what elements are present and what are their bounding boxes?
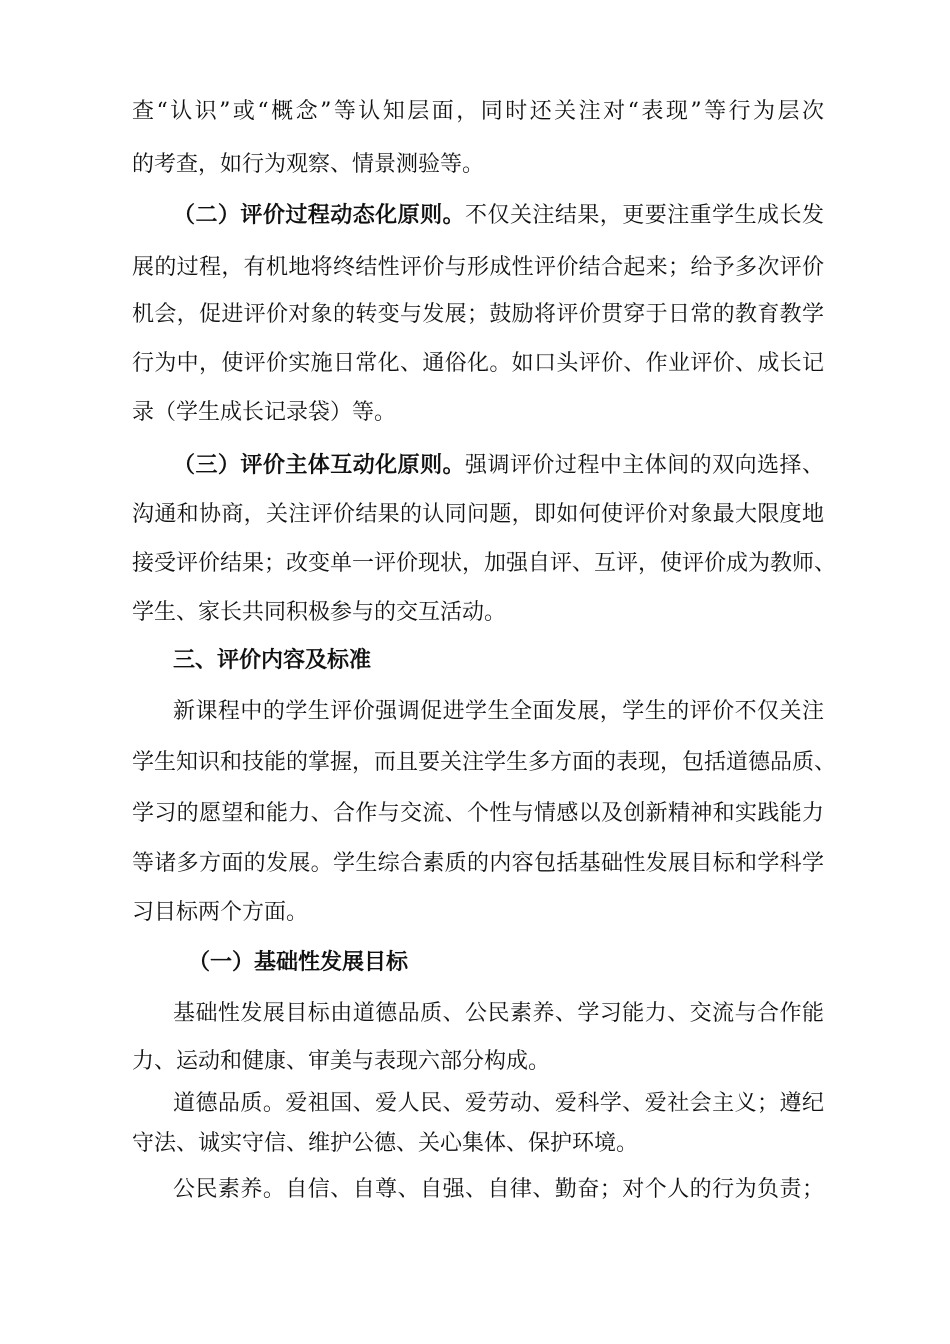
section-heading: 三、评价内容及标准	[173, 648, 372, 673]
section-heading-inline: （二）评价过程动态化原则。	[173, 203, 466, 228]
text-line: 学生、家长共同积极参与的交互活动。	[132, 600, 507, 625]
text-line: 行为中，使评价实施日常化、通俗化。如口头评价、作业评价、成长记	[132, 351, 824, 376]
text-span: 不仅关注结果，更要注重学生成长发	[465, 203, 824, 228]
text-line: 学生知识和技能的掌握，而且要关注学生多方面的表现，包括道德品质、	[132, 750, 837, 775]
text-line: 道德品质。爱祖国、爱人民、爱劳动、爱科学、爱社会主义；遵纪	[173, 1091, 824, 1116]
text-line: 习目标两个方面。	[132, 900, 309, 925]
text-line: 沟通和协商，关注评价结果的认同问题，即如何使评价对象最大限度地	[132, 502, 824, 527]
text-line: 机会，促进评价对象的转变与发展；鼓励将评价贯穿于日常的教育教学	[132, 302, 824, 327]
section-heading-inline: （三）评价主体互动化原则。	[173, 453, 466, 478]
paragraph-line	[173, 201, 824, 231]
text-line: 查“认识”或“概念”等认知层面，同时还关注对“表现”等行为层次	[132, 99, 824, 124]
text-line: 接受评价结果；改变单一评价现状，加强自评、互评，使评价成为教师、	[132, 551, 837, 576]
text-line: 力、运动和健康、审美与表现六部分构成。	[132, 1049, 551, 1074]
text-line: 新课程中的学生评价强调促进学生全面发展，学生的评价不仅关注	[173, 699, 824, 724]
text-line: 的考查，如行为观察、情景测验等。	[132, 152, 485, 177]
text-line: 学习的愿望和能力、合作与交流、个性与情感以及创新精神和实践能力	[132, 801, 824, 826]
subsection-heading: （一）基础性发展目标	[188, 950, 409, 975]
paragraph-line	[173, 451, 824, 481]
text-line: 录（学生成长记录袋）等。	[132, 400, 397, 425]
text-line: 基础性发展目标由道德品质、公民素养、学习能力、交流与合作能	[173, 1001, 824, 1026]
text-line: 守法、诚实守信、维护公德、关心集体、保护环境。	[132, 1131, 639, 1156]
text-line: 等诸多方面的发展。学生综合素质的内容包括基础性发展目标和学科学	[132, 851, 824, 876]
text-line: 公民素养。自信、自尊、自强、自律、勤奋；对个人的行为负责；	[173, 1177, 824, 1202]
text-span: 强调评价过程中主体间的双向选择、	[465, 453, 824, 478]
text-line: 展的过程，有机地将终结性评价与形成性评价结合起来；给予多次评价	[132, 255, 824, 280]
